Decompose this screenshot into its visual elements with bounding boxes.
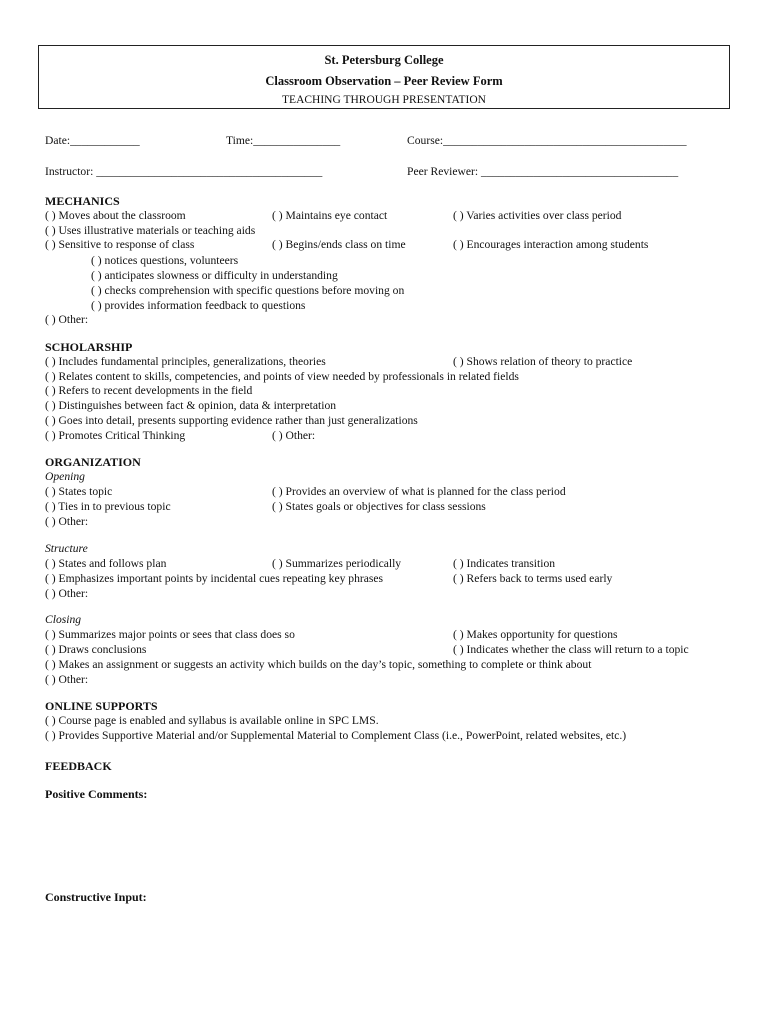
closing-other[interactable]: ( ) Other: xyxy=(45,673,89,686)
opening-item[interactable]: ( ) States topic xyxy=(45,485,113,498)
mechanics-item[interactable]: ( ) Sensitive to response of class xyxy=(45,238,195,251)
course-field[interactable]: Course:__________________________________________ xyxy=(407,134,687,147)
scholarship-item[interactable]: ( ) Promotes Critical Thinking xyxy=(45,429,186,442)
closing-item[interactable]: ( ) Indicates whether the class will return to a topic xyxy=(453,643,689,656)
online-item[interactable]: ( ) Course page is enabled and syllabus is available online in SPC LMS. xyxy=(45,714,379,727)
opening-item[interactable]: ( ) Ties in to previous topic xyxy=(45,500,171,513)
date-field[interactable]: Date:____________ xyxy=(45,134,140,147)
opening-label: Opening xyxy=(45,470,85,483)
feedback-heading: FEEDBACK xyxy=(45,759,112,773)
opening-item[interactable]: ( ) States goals or objectives for class sessions xyxy=(272,500,486,513)
structure-item[interactable]: ( ) Summarizes periodically xyxy=(272,557,402,570)
mechanics-subitem[interactable]: ( ) notices questions, volunteers xyxy=(91,254,239,267)
time-field[interactable]: Time:_______________ xyxy=(226,134,341,147)
scholarship-other[interactable]: ( ) Other: xyxy=(272,429,316,442)
mechanics-item[interactable]: ( ) Moves about the classroom xyxy=(45,209,186,222)
structure-item[interactable]: ( ) States and follows plan xyxy=(45,557,167,570)
structure-label: Structure xyxy=(45,542,88,555)
structure-item[interactable]: ( ) Indicates transition xyxy=(453,557,556,570)
positive-comments-label: Positive Comments: xyxy=(45,787,148,801)
scholarship-item[interactable]: ( ) Distinguishes between fact & opinion, data & interpretation xyxy=(45,399,337,412)
peer-reviewer-field[interactable]: Peer Reviewer: __________________________________ xyxy=(407,165,679,178)
opening-item[interactable]: ( ) Provides an overview of what is planned for the class period xyxy=(272,485,566,498)
opening-other[interactable]: ( ) Other: xyxy=(45,515,89,528)
closing-item[interactable]: ( ) Makes an assignment or suggests an activity which builds on the day’s topic, something to complete or think about xyxy=(45,658,592,671)
online-item[interactable]: ( ) Provides Supportive Material and/or Supplemental Material to Complement Class (i.e., PowerPoint, related websites, etc.) xyxy=(45,729,627,742)
scholarship-item[interactable]: ( ) Includes fundamental principles, generalizations, theories xyxy=(45,355,326,368)
college-name: St. Petersburg College xyxy=(324,53,444,67)
instructor-field[interactable]: Instructor: _______________________________________ xyxy=(45,165,323,178)
mechanics-subitem[interactable]: ( ) anticipates slowness or difficulty in understanding xyxy=(91,269,338,282)
form-subtitle: TEACHING THROUGH PRESENTATION xyxy=(282,94,486,106)
scholarship-item[interactable]: ( ) Relates content to skills, competencies, and points of view needed by professionals in related fields xyxy=(45,370,519,383)
mechanics-item[interactable]: ( ) Varies activities over class period xyxy=(453,209,622,222)
mechanics-item[interactable]: ( ) Encourages interaction among students xyxy=(453,238,649,251)
mechanics-other[interactable]: ( ) Other: xyxy=(45,313,89,326)
closing-item[interactable]: ( ) Summarizes major points or sees that class does so xyxy=(45,628,295,641)
form-title: Classroom Observation – Peer Review Form xyxy=(265,74,503,88)
scholarship-heading: SCHOLARSHIP xyxy=(45,340,133,354)
mechanics-item[interactable]: ( ) Uses illustrative materials or teaching aids xyxy=(45,224,256,237)
mechanics-item[interactable]: ( ) Maintains eye contact xyxy=(272,209,388,222)
scholarship-item[interactable]: ( ) Refers to recent developments in the field xyxy=(45,384,253,397)
online-supports-heading: ONLINE SUPPORTS xyxy=(45,699,158,713)
closing-item[interactable]: ( ) Draws conclusions xyxy=(45,643,147,656)
mechanics-subitem[interactable]: ( ) provides information feedback to questions xyxy=(91,299,306,312)
scholarship-item[interactable]: ( ) Goes into detail, presents supporting evidence rather than just generalizations xyxy=(45,414,418,427)
structure-item[interactable]: ( ) Refers back to terms used early xyxy=(453,572,613,585)
structure-item[interactable]: ( ) Emphasizes important points by incidental cues repeating key phrases xyxy=(45,572,384,585)
scholarship-item[interactable]: ( ) Shows relation of theory to practice xyxy=(453,355,633,368)
closing-item[interactable]: ( ) Makes opportunity for questions xyxy=(453,628,618,641)
form-header-box xyxy=(38,45,730,109)
organization-heading: ORGANIZATION xyxy=(45,455,141,469)
constructive-input-label: Constructive Input: xyxy=(45,890,147,904)
mechanics-subitem[interactable]: ( ) checks comprehension with specific questions before moving on xyxy=(91,284,405,297)
structure-other[interactable]: ( ) Other: xyxy=(45,587,89,600)
closing-label: Closing xyxy=(45,613,82,626)
mechanics-heading: MECHANICS xyxy=(45,194,120,208)
mechanics-item[interactable]: ( ) Begins/ends class on time xyxy=(272,238,406,251)
